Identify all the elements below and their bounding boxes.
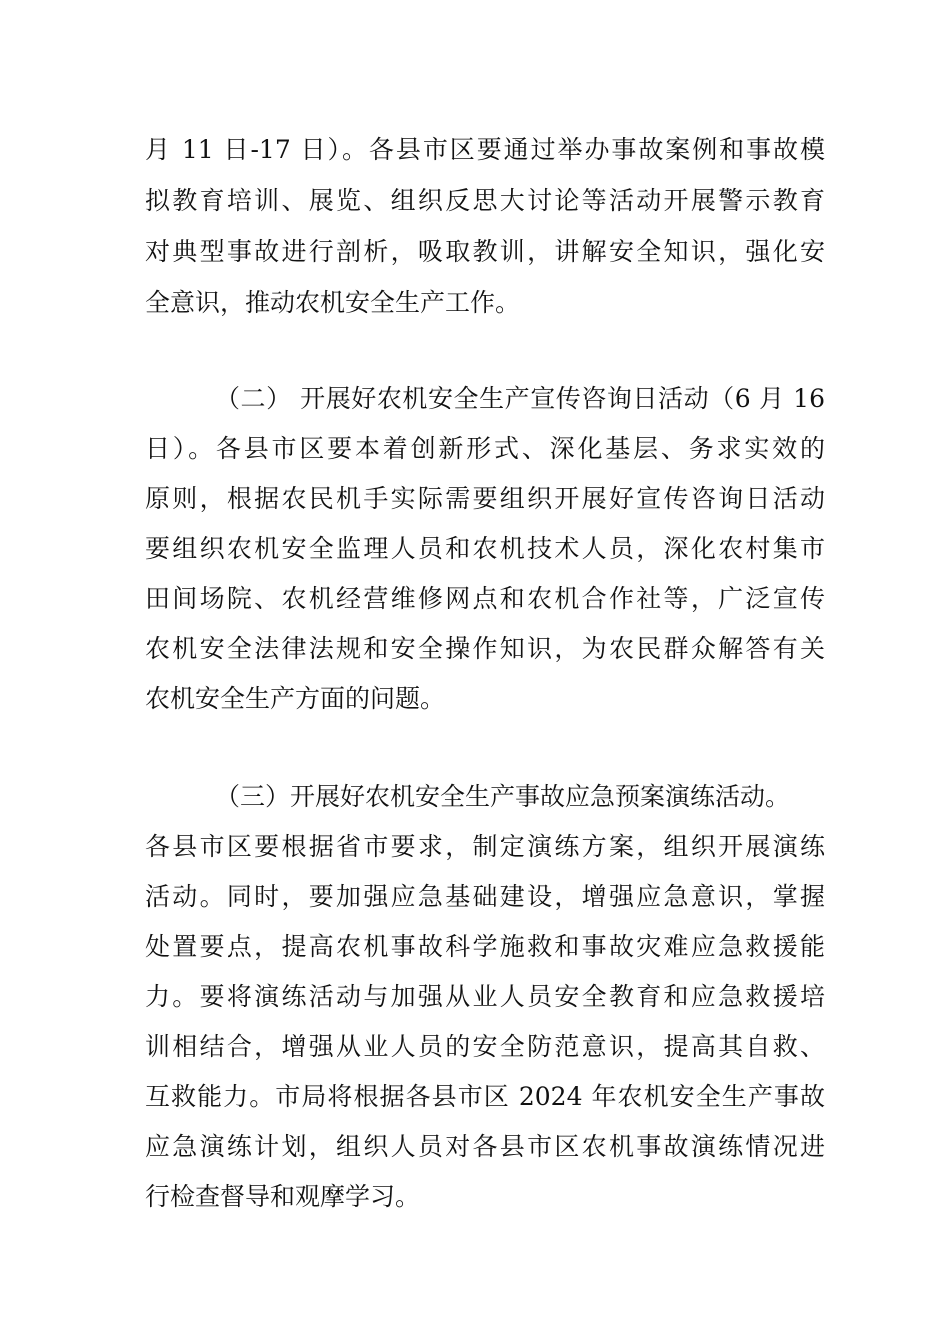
section-heading-line: （二） 开展好农机安全生产宣传咨询日活动（6 月 16 xyxy=(215,384,825,413)
paragraph-line: 训相结合，增强从业人员的安全防范意识，提高其自救、 xyxy=(145,1032,825,1061)
paragraph-line: 各县市区要根据省市要求，制定演练方案，组织开展演练 xyxy=(145,832,825,861)
paragraph-line: 互救能力。市局将根据各县市区 2024 年农机安全生产事故 xyxy=(145,1082,825,1111)
paragraph-line: 农机安全生产方面的问题。 xyxy=(145,684,446,713)
paragraph-line: 行检查督导和观摩学习。 xyxy=(145,1182,421,1211)
paragraph-line: 应急演练计划，组织人员对各县市区农机事故演练情况进 xyxy=(145,1132,825,1161)
section-heading-line: （三）开展好农机安全生产事故应急预案演练活动。 xyxy=(215,782,791,811)
paragraph-line: 活动。同时，要加强应急基础建设，增强应急意识，掌握 xyxy=(145,882,825,911)
paragraph-line: 对典型事故进行剖析，吸取教训，讲解安全知识，强化安 xyxy=(145,237,825,266)
paragraph-line: 拟教育培训、展览、组织反思大讨论等活动开展警示教育 xyxy=(145,186,825,215)
paragraph-line: 全意识，推动农机安全生产工作。 xyxy=(145,288,521,317)
paragraph-line: 田间场院、农机经营维修网点和农机合作社等，广泛宣传 xyxy=(145,584,825,613)
paragraph-line: 日）。各县市区要本着创新形式、深化基层、务求实效的 xyxy=(145,434,825,463)
paragraph-line: 要组织农机安全监理人员和农机技术人员，深化农村集市 xyxy=(145,534,825,563)
paragraph-line: 处置要点，提高农机事故科学施救和事故灾难应急救援能 xyxy=(145,932,825,961)
paragraph-line: 月 11 日-17 日）。各县市区要通过举办事故案例和事故模 xyxy=(145,135,825,164)
paragraph-line: 原则，根据农民机手实际需要组织开展好宣传咨询日活动 xyxy=(145,484,825,513)
paragraph-line: 力。要将演练活动与加强从业人员安全教育和应急救援培 xyxy=(145,982,825,1011)
paragraph-line: 农机安全法律法规和安全操作知识，为农民群众解答有关 xyxy=(145,634,825,663)
